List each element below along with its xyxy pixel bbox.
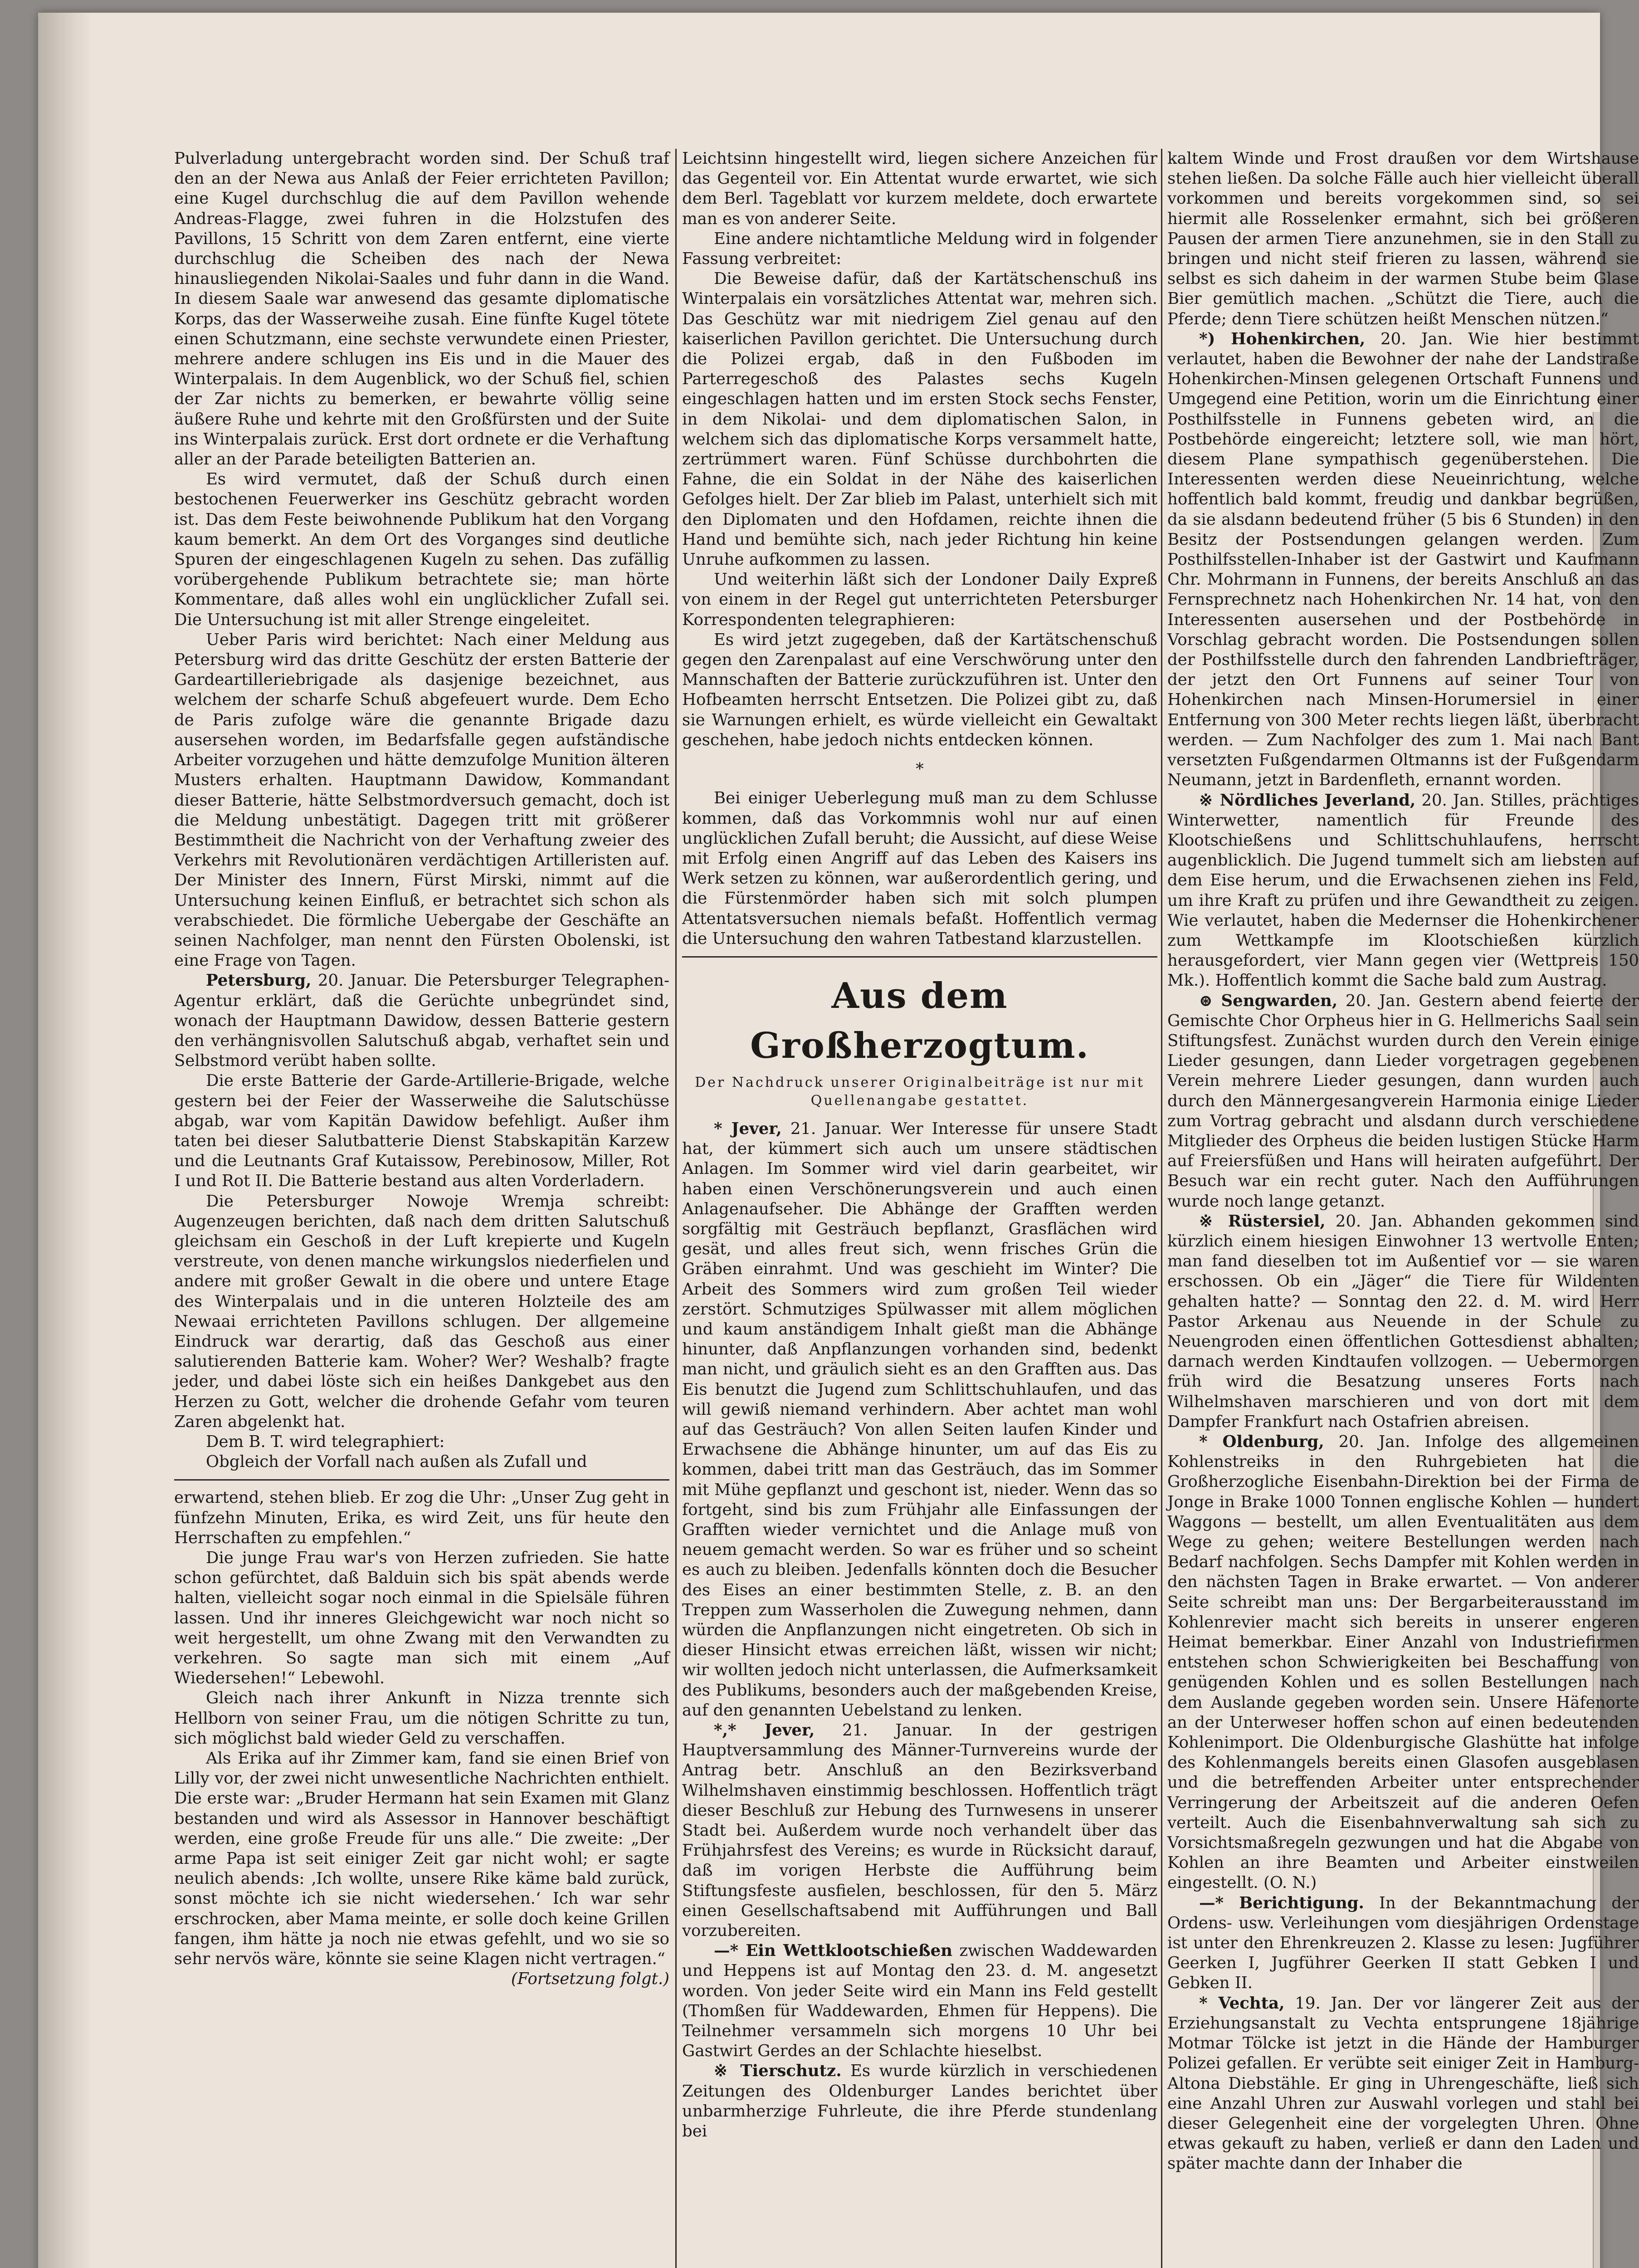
- binding-shadow: [38, 13, 93, 2268]
- article-paragraph: Bei einiger Ueberlegung muß man zu dem Schlusse kommen, daß das Vorkommnis wohl nur auf einen unglücklichen Zufall beruht; die Aussicht, auf diese Weise mit Erfolg einen Angriff auf das Leben des Kaisers ins Werk setzen zu können, war außerordentlich gering, und die Fürstenmörder haben sich mit solch plumpen Attentatsversuchen niemals befaßt. Hoffentlich vermag die Untersuchung den wahren Tatbestand klarzustellen.: [682, 789, 1157, 948]
- dateline: —* Ein Wettklootschießen: [714, 1941, 953, 1960]
- news-item: [682, 1119, 1157, 1721]
- article-paragraph: Dem B. T. wird telegraphiert:: [206, 1432, 445, 1451]
- dateline: —* Berichtigung.: [1199, 1893, 1364, 1912]
- dateline: Petersburg,: [206, 971, 312, 990]
- article-paragraph: Es wird vermutet, daß der Schuß durch einen bestochenen Feuerwerker ins Geschütz gebracht worden ist. Das dem Feste beiwohnende Publikum hat den Vorgang kaum bemerkt. An dem Ort des Vorganges sind deutliche Spuren der eingeschlagenen Kugeln zu sehen. Das zufällig vorübergehende Publikum betrachtete sie; man hörte Kommentare, daß alles wohl ein unglücklicher Zufall sei. Die Untersuchung ist mit aller Strenge eingeleitet.: [174, 470, 669, 629]
- column-3: [1167, 149, 1639, 2268]
- article-paragraph: Eine andere nichtamtliche Meldung wird in folgender Fassung verbreitet:: [682, 229, 1157, 269]
- news-item: [1167, 791, 1639, 991]
- article-text: In der Bekanntmachung der Ordens- usw. Verleihungen vom diesjährigen Ordenstage ist unter den Ehrenkreuzen 2. Klasse zu lesen: Jugführer Geerken I, Jugführer Geerken II statt Gebken I und Gebken II.: [1167, 1893, 1639, 1993]
- column-1: [174, 149, 669, 2268]
- news-item: [1167, 991, 1639, 1212]
- article-text: 19. Jan. Der vor längerer Zeit aus der Erziehungsanstalt zu Vechta entsprungene 18jährige Motmar Tölcke ist jetzt in die Hände der Hamburger Polizei gefallen. Er verübte seit einiger Zeit in Hamburg-Altona Diebstähle. Er ging in Uhrengeschäfte, ließ sich eine Anzahl Uhren zur Auswahl vorlegen und stahl bei dieser Gelegenheit eine der vorgelegten Uhren. Ohne etwas gekauft zu haben, verließ er dann den Laden und später machte dann der Inhaber die: [1167, 1994, 1639, 2173]
- dateline: ※ Nördliches Jeverland,: [1199, 791, 1416, 810]
- novel-paragraph: Die junge Frau war's von Herzen zufrieden. Sie hatte schon gefürchtet, daß Balduin sich bis spät abends werde halten, vielleicht sogar noch einmal in die Spielsäle führen lassen. Und ihr inneres Gleichgewicht war noch nicht so weit hergestellt, um ohne Zwang mit den Verwandten zu verkehren. So sagte man sich mit einem „Auf Wiedersehen!“ Lebewohl.: [174, 1549, 669, 1688]
- article-paragraph: kaltem Winde und Frost draußen vor dem Wirtshause stehen ließen. Da solche Fälle auch hier vielleicht überall vorkommen und bereits vorgekommen sind, so sei hiermit alle Rosselenker ermahnt, sich bei größeren Pausen der armen Tiere anzunehmen, sie in den Stall zu bringen und nicht steif frieren zu lassen, während sie selbst es sich daheim in der warmen Stube beim Glase Bier gemütlich machen. „Schützt die Tiere, auch die Pferde; denn Tiere schützen heißt Menschen nützen.“: [1167, 149, 1639, 328]
- article-paragraph: Die erste Batterie der Garde-Artillerie-Brigade, welche gestern bei der Feier der Wasserweihe die Salutschüsse abgab, war vom Kapitän Dawidow befehligt. Außer ihm taten bei dieser Salutbatterie Dienst Stabskapitän Karzew und die Leutnants Graf Kutaissow, Perebinosow, Miller, Rot I und Rot II. Die Batterie bestand aus alten Vorderladern.: [174, 1071, 669, 1191]
- article-text: 20. Jan. Abhanden gekommen sind kürzlich einem hiesigen Einwohner 13 wertvolle Enten; man fand dieselben tot im Außentief vor — sie waren erschossen. Ob ein „Jäger“ die Tiere für Wildenten gehalten hatte? — Sonntag den 22. d. M. wird Herr Pastor Arkenau aus Neuende in der Schule zu Neuengroden einen öffentlichen Gottesdienst abhalten; darnach werden Kindtaufen vollzogen. — Uebermorgen früh wird die Besatzung unseres Forts nach Wilhelmshaven marschieren und von dort mit dem Dampfer Frankfurt nach Ostafrien abreisen.: [1167, 1212, 1639, 1431]
- article-paragraph: Ueber Paris wird berichtet: Nach einer Meldung aus Petersburg wird das dritte Geschütz der ersten Batterie der Gardeartilleriebrigade als dasjenige bezeichnet, aus welchem der scharfe Schuß abgefeuert wurde. Dem Echo de Paris zufolge wäre die genannte Brigade dazu ausersehen worden, im Bedarfsfalle gegen aufständische Arbeiter vorzugehen und hätte demzufolge Munition älteren Musters erhalten. Hauptmann Dawidow, Kommandant dieser Batterie, hätte Selbstmordversuch gemacht, doch ist die Meldung unbestätigt. Dagegen tritt mit größerer Bestimmtheit die Nachricht von der Verhaftung zweier des Verkehrs mit Revolutionären verdächtigen Artilleristen auf. Der Minister des Innern, Fürst Mirski, nimmt auf die Untersuchung keinen Einfluß, er betrachtet sich schon als verabschiedet. Die förmliche Uebergabe der Geschäfte an seinen Nachfolger, man nennt den Fürsten Obolenski, ist eine Frage von Tagen.: [174, 630, 669, 970]
- article-paragraph: Leichtsinn hingestellt wird, liegen sichere Anzeichen für das Gegenteil vor. Ein Attentat wurde erwartet, wie sich dem Berl. Tageblatt vor kurzem meldete, doch erwartete man es von anderer Seite.: [682, 149, 1157, 228]
- section-asterisk: *: [916, 760, 924, 779]
- news-item: [682, 1941, 1157, 2061]
- dateline: * Jever,: [714, 1119, 782, 1138]
- dateline: * Vechta,: [1199, 1994, 1285, 2013]
- novel-paragraph: Gleich nach ihrer Ankunft in Nizza trennte sich Hellborn von seiner Frau, um die nötigen Schritte zu tun, sich möglichst bald wieder Geld zu verschaffen.: [174, 1689, 669, 1748]
- dateline: *) Hohenkirchen,: [1199, 329, 1366, 348]
- article-paragraph: Die Beweise dafür, daß der Kartätschenschuß ins Winterpalais ein vorsätzliches Attentat war, mehren sich. Das Geschütz war mit niedrigem Ziel genau auf den kaiserlichen Pavillon gerichtet. Die Untersuchung durch die Polizei ergab, daß in den Fußboden im Parterregeschoß des Palastes sechs Kugeln eingeschlagen hatten und im ersten Stock sechs Fenster, in dem Nikolai- und dem diplomatischen Salon, in welchem sich das diplomatische Korps versammelt hatte, zertrümmert waren. Fünf Schüsse durchbohrten die Fahne, die ein Soldat in der Nähe des kaiserlichen Gefolges hielt. Der Zar blieb im Palast, unterhielt sich mit den Diplomaten und den Hofdamen, reichte ihnen die Hand und bemühte sich, nach jeder Richtung hin keine Unruhe aufkommen zu lassen.: [682, 269, 1157, 569]
- newspaper-page: [38, 13, 1639, 2268]
- article-paragraph: Pulverladung untergebracht worden sind. Der Schuß traf den an der Newa aus Anlaß der Feier errichteten Pavillon; eine Kugel durchschlug die auf dem Pavillon wehende Andreas-Flagge, zwei fuhren in die Holzstufen des Pavillons, 15 Schritt von dem Zaren entfernt, eine vierte durchschlug die Scheiben des nach der Newa hinausliegenden Nikolai-Saales und fuhr dann in die Wand. In diesem Saale war anwesend das gesamte diplomatische Korps, das der Wasserweihe zusah. Eine fünfte Kugel tötete einen Schutzmann, eine sechste verwundete einen Priester, mehrere andere schlugen ins Eis und in die Mauer des Winterpalais. In dem Augenblick, wo der Schuß fiel, schien der Zar nichts zu bemerken, er bewahrte völlig seine äußere Ruhe und kehrte mit den Großfürsten und der Suite ins Winterpalais zurück. Erst dort ordnete er die Verhaftung aller an der Parade beteiligten Batterien an.: [174, 149, 669, 469]
- section-title: Aus dem Großherzogtum.: [750, 975, 1089, 1066]
- article-paragraph: Und weiterhin läßt sich der Londoner Daily Expreß von einem in der Regel gut unterrichteten Petersburger Korrespondenten telegraphieren:: [682, 570, 1157, 629]
- article-text: zwischen Waddewarden und Heppens ist auf Montag den 23. d. M. angesetzt worden. Von jeder Seite wird ein Mann ins Feld gestellt (Thomßen für Waddewarden, Ehmen für Heppens). Die Teilnehmer versammeln sich morgens 10 Uhr bei Gastwirt Gerdes an der Schlachte hieselbst.: [682, 1941, 1157, 2061]
- article-text: 20. Januar. Die Petersburger Telegraphen-Agentur erklärt, daß die Gerüchte unbegründet sind, wonach der Hauptmann Dawidow, dessen Batterie gestern den verhängnisvollen Salutschuß abgab, verhaftet sein und Selbstmord verübt haben sollte.: [174, 971, 669, 1070]
- dateline: * Oldenburg,: [1199, 1432, 1324, 1451]
- article-text: 20. Jan. Infolge des allgemeinen Kohlenstreiks in den Ruhrgebieten hat die Großherzogliche Eisenbahn-Direktion bei der Firma de Jonge in Brake 1000 Tonnen englische Kohlen — hundert Waggons — bestellt, um allen Eventualitäten aus dem Wege zu gehen; weitere Bestellungen werden nach Bedarf nachfolgen. Sechs Dampfer mit Kohlen werden in den nächsten Tagen in Brake erwartet. — Von anderer Seite schreibt man uns: Der Bergarbeiterausstand im Kohlenrevier macht sich bereits in unserer engeren Heimat bemerkbar. Einer Anzahl von Industriefirmen entstehen schon Schwierigkeiten bei Beschaffung von genügenden Kohlen und es sollen Bestellungen nach dem Auslande gegeben worden sein. Unsere Häfenorte an der Unterweser hoffen schon auf einen bedeutenden Kohlenimport. Die Oldenburgische Glashütte hat infolge des Kohlenmangels bereits einen Glasofen ausgeblasen und die betreffenden Arbeiter unter entsprechender Verringerung der Arbeitszeit auf die anderen Oefen verteilt. Auch die Eisenbahnverwaltung sah sich zu Vorsichtsmaßregeln gezwungen und hat die Abgabe von Kohlen an ihre Beamten und Arbeiter einstweilen eingestellt. (O. N.): [1167, 1432, 1639, 1892]
- news-item: [682, 2061, 1157, 2141]
- article-text: Es wurde kürzlich in verschiedenen Zeitungen des Oldenburger Landes berichtet über unbarmherzige Fuhrleute, die ihre Pferde stundenlang bei: [682, 2062, 1157, 2141]
- news-item: [1167, 329, 1639, 791]
- article-text: 21. Januar. Wer Interesse für unsere Stadt hat, der kümmert sich auch um unsere städtischen Anlagen. Im Sommer wird viel darin gearbeitet, wir haben einen Verschönerungsverein und auch einen Anlagenaufseher. Die Abhänge der Grafften werden sorgfältig mit Gesträuch bepflanzt, Grasflächen wird gesät, und alles freut sich, wenn frisches Grün die Gräben einrahmt. Und was geschieht im Winter? Die Arbeit des Sommers wird zum großen Teil wieder zerstört. Schmutziges Spülwasser mit allem möglichen und kaum anständigem Inhalt gießt man die Abhänge hinunter, daß Anpflanzungen vorhanden sind, bedenkt man nicht, und gräulich sieht es an den Grafften aus. Das Eis benutzt die Jugend zum Schlittschuhlaufen, und das will gewiß niemand verhindern. Aber achtet man wohl auf das Gesträuch? Von allen Seiten laufen Kinder und Erwachsene die Abhänge hinunter, um auf das Eis zu kommen, dabei tritt man das Gesträuch, das im Sommer mit Mühe gepflanzt und geschont ist, nieder. Wenn das so fortgeht, sind bis zum Frühjahr alle Einfassungen der Grafften wieder vernichtet und die Anlage muß von neuem gemacht werden. So war es früher und so scheint es auch zu bleiben. Jedenfalls könnten doch die Besucher des Eises an einer bestimmten Stelle, z. B. an den Treppen zum Wasserholen die Zuwegung nehmen, dann würden die Anpflanzungen nicht eingetreten. Ob sich in dieser Hinsicht etwas erreichen läßt, wissen wir nicht; wir wollten jedoch nicht unterlassen, die Aufmerksamkeit des Publikums, besonders auch der maßgebenden Kreise, auf den genannten Uebelstand zu lenken.: [682, 1119, 1157, 1720]
- feuilleton-rule: [174, 1479, 669, 1481]
- news-item: [1167, 1994, 1639, 2174]
- article-paragraph: Obgleich der Vorfall nach außen als Zufall und: [206, 1452, 587, 1471]
- article-text: 20. Jan. Gestern abend feierte der Gemischte Chor Orpheus hier in G. Hellmerichs Saal sein Stiftungsfest. Zunächst wurden durch den Verein einige Lieder gesungen, dann Lieder vorgetragen gegebenen Verein mehrere Lieder gesungen, dann wurden auch durch den Männergesangverein Harmonia einige Lieder zum Vortrag gebracht und alsdann durch verschiedene Mitglieder des Orpheus die beiden lustigen Stücke Harm auf Freiersfüßen und Hans will heiraten aufgeführt. Der Besuch war ein recht guter. Nach den Aufführungen wurde noch lange getanzt.: [1167, 991, 1639, 1211]
- article-text: 20. Jan. Wie hier bestimmt verlautet, haben die Bewohner der nahe der Landstraße Hohenkirchen-Minsen gelegenen Ortschaft Funnens und Umgegend eine Petition, worin um die Einrichtung einer Posthilfsstelle in Funnens gebeten wird, an die Postbehörde eingereicht; letztere soll, wie man hört, diesem Plane sympathisch gegenüberstehen. Die Interessenten werden diese Neueinrichtung, welche hoffentlich bald kommt, freudig und dankbar begrüßen, da sie alsdann bedeutend früher (5 bis 6 Stunden) in den Besitz der Postsendungen gelangen werden. Zum Posthilfsstellen-Inhaber ist der Gastwirt und Kaufmann Chr. Mohrmann in Funnens, der bereits Anschluß an das Fernsprechnetz nach Hohenkirchen Nr. 14 hat, von den Interessenten ausersehen und der Postbehörde in Vorschlag gebracht worden. Die Postsendungen sollen der Posthilfsstelle durch den fahrenden Landbriefträger, der jetzt den Ort Funnens auf seiner Tour von Hohenkirchen nach Minsen-Horumersiel in einer Entfernung von 300 Meter rechts liegen läßt, überbracht werden. — Zum Nachfolger des zum 1. Mai nach Bant versetzten Fußgendarmen Oltmanns ist der Fußgendarm Neumann, jetzt in Bardenfleth, ernannt worden.: [1167, 329, 1639, 790]
- article-text: 20. Jan. Stilles, prächtiges Winterwetter, namentlich für Freunde des Klootschießens und Schlittschuhlaufens, herrscht augenblicklich. Die Jugend tummelt sich am liebsten auf dem Eise herum, und die Erwachsenen ziehen ins Feld, um ihre Kraft zu prüfen und ihre Gewandtheit zu zeigen. Wie verlautet, haben die Medernser die Hohenkirchener zum Wettkampfe im Klootschießen kürzlich herausgefordert, vier Mann gegen vier (Wettpreis 150 Mk.). Hoffentlich kommt die Sache bald zum Austrag.: [1167, 791, 1639, 990]
- column-rule: [675, 149, 677, 2268]
- continuation-note: (Fortsetzung folgt.): [511, 1970, 669, 1989]
- news-item: [1167, 1893, 1639, 1994]
- dateline: *,* Jever,: [714, 1721, 815, 1740]
- dateline: ※ Tierschutz.: [714, 2062, 842, 2081]
- column-2: [682, 149, 1157, 2268]
- article-text: 21. Januar. In der gestrigen Hauptversammlung des Männer-Turnvereins wurde der Antrag betr. Anschluß an den Bezirksverband Wilhelmshaven einstimmig beschlossen. Hoffentlich trägt dieser Beschluß zur Hebung des Turnwesens in unserer Stadt bei. Außerdem wurde noch verhandelt über das Frühjahrsfest des Vereins; es wurde in Rücksicht darauf, daß im vorigen Herbste die Aufführung beim Stiftungsfeste ausfielen, beschlossen, für den 5. März einen Gesellschaftsabend mit Aufführungen und Ball vorzubereiten.: [682, 1721, 1157, 1941]
- column-rule: [1161, 149, 1162, 2268]
- dateline: ※ Rüstersiel,: [1199, 1212, 1326, 1231]
- novel-paragraph: erwartend, stehen blieb. Er zog die Uhr: „Unser Zug geht in fünfzehn Minuten, Erika, es wird Zeit, uns für heute den Herrschaften zu empfehlen.“: [174, 1488, 669, 1547]
- novel-paragraph: Als Erika auf ihr Zimmer kam, fand sie einen Brief von Lilly vor, der zwei nicht unwesentliche Nachrichten enthielt. Die erste war: „Bruder Hermann hat sein Examen mit Glanz bestanden und wird als Assessor in Hannover beschäftigt werden, eine große Freude für uns alle.“ Die zweite: „Der arme Papa ist seit einiger Zeit gar nicht wohl; er sagte neulich abends: ‚Ich wollte, unsere Rike käme bald zurück, sonst möchte ich sie nicht wiedersehen.‘ Ich war sehr erschrocken, aber Mama meinte, er solle doch keine Grillen fangen, ihm hätte ja noch nie etwas gefehlt, und wo sie so sehr nervös wäre, könnte sie seine Klagen nicht vertragen.“: [174, 1749, 669, 1969]
- section-note: Der Nachdruck unserer Originalbeiträge ist nur mit Quellenangabe gestattet.: [695, 1074, 1145, 1109]
- news-item: [1167, 1212, 1639, 1432]
- article-paragraph: Die Petersburger Nowoje Wremja schreibt: Augenzeugen berichten, daß nach dem dritten Salutschuß gleichsam ein Geschoß in der Luft krepierte und Kugeln verstreute, von denen manche wirkungslos niederfielen und andere mit großer Gewalt in die obere und untere Etage des Winterpalais und in die unteren Holzteile des am Newaai errichteten Pavillons schlugen. Der allgemeine Eindruck war derartig, daß das Geschoß aus einer salutierenden Batterie kam. Woher? Wer? Weshalb? fragte jeder, und dabei löste sich ein heißes Dankgebet aus den Herzen zu Gott, welcher die drohende Gefahr vom teuren Zaren abgelenkt hat.: [174, 1192, 669, 1431]
- news-item: [1167, 1432, 1639, 1893]
- article-paragraph: [174, 971, 669, 1071]
- dateline: ⊛ Sengwarden,: [1199, 991, 1338, 1010]
- section-rule: [682, 956, 1157, 958]
- news-item: [682, 1721, 1157, 1941]
- article-paragraph: Es wird jetzt zugegeben, daß der Kartätschenschuß gegen den Zarenpalast auf eine Verschwörung unter den Mannschaften der Batterie zurückzuführen ist. Unter den Hofbeamten herrscht Entsetzen. Die Polizei gibt zu, daß sie Warnungen erhielt, es würde vielleicht ein Gewaltakt geschehen, habe jedoch nichts entdecken können.: [682, 630, 1157, 749]
